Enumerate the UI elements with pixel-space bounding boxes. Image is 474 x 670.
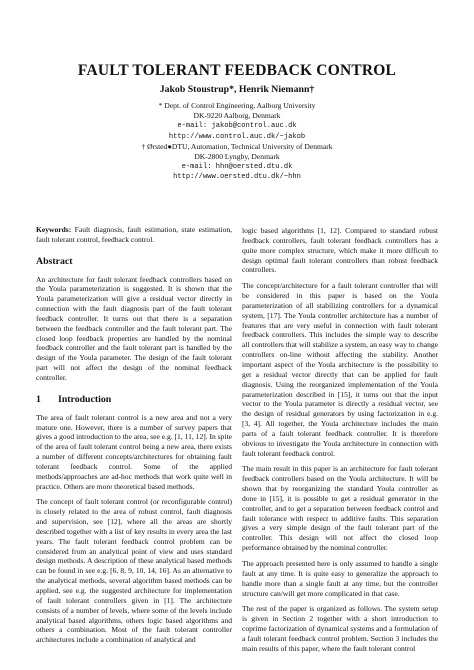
email-line[interactable]: e-mail: hhn@oersted.dtu.dk — [181, 163, 293, 172]
right-paragraph-5: The rest of the paper is organized as follows. The system setup is given in Section 2 together with a short introduction to coprime factorization of dynamical systems and a formulation of a fault tolerant feedback control problem. Section 3 includes the main results of this paper, where the fault tolerant control — [242, 604, 438, 653]
keywords-paragraph — [36, 225, 232, 245]
intro-paragraph-1: The area of fault tolerant control is a new area and not a very mature one. However, there is a number of survey papers that gives a good introduction to the area, see e.g. [1, 11, 12]. In spite of the area of fault tolerant control being a new area, there exists a number of different concepts/architectures for obtaining fault tolerant feedback control. Some of the applied methods/approaches are ad-hoc methods that work quite well in practice. Others are more theoretical based methods. — [36, 412, 232, 491]
homepage-link[interactable]: http://www.oersted.dtu.dk/~hhn — [173, 173, 301, 182]
affiliation-line: † Ørsted●DTU, Automation, Technical University of Denmark — [141, 141, 333, 151]
affiliation-line: DK-2800 Lyngby, Denmark — [194, 152, 280, 162]
right-paragraph-4: The approach presented here is only assumed to handle a single fault at any time. It is quite easy to generalize the approach to handle more than a single fault at any time, but the controller structure can/will get more complicated in that case. — [242, 559, 438, 598]
affiliations-block — [0, 101, 474, 183]
homepage-link[interactable]: http://www.control.auc.dk/~jakob — [168, 132, 306, 141]
right-column — [242, 226, 438, 660]
email-line[interactable]: e-mail: jakob@control.auc.dk — [177, 122, 297, 131]
abstract-text: An architecture for fault tolerant feedback controllers based on the Youla parameterization is suggested. It is shown that the Youla parameterization will give a residual vector directly in connection with the fault diagnosis part of the fault tolerant feedback controller. It turns out that there is a separation between the feedback controller and the fault tolerant part. The closed loop feedback properties are handled by the nominal feedback controller and the fault tolerant part is handled by the design of the Youla parameter. The design of the fault tolerant part will not affect the design of the nominal feedback controller. — [36, 274, 232, 382]
right-paragraph-2: The concept/architecture for a fault tolerant controller that will be considered in this paper is based on the Youla parameterization of all stabilizing controllers for a dynamical system, [17]. The Youla controller architecture has a number of features that are very useful in connection with fault tolerant feedback controllers. This includes the simple way to describe all controllers that will stabilize a system, an easy way to change controllers on-line without affecting the stability. Another important aspect of the Youla architecture is the possibility to get a residual vector directly that can be applied for fault diagnosis. Using the reorganized implementation of the Youla parameterization described in [15], it turns out that the input vector to the Youla parameter is directly a residual vector, see the design of residual generators by using factorization in e.g. [3, 4]. All together, the Youla architecture includes the main parts of a fault tolerant feedback controller. It is therefore obvious to investigate the Youla architecture in connection with fault tolerant feedback control. — [242, 281, 438, 458]
keywords-label: Keywords: — [36, 225, 72, 234]
introduction-heading — [36, 395, 232, 405]
keywords-text: Fault diagnosis, fault estimation, state estimation, fault tolerant control, feedback control. — [36, 225, 232, 244]
affiliation-line: DK-9220 Aalborg, Denmark — [193, 111, 281, 121]
section-title: Introduction — [58, 393, 112, 405]
author-line: Jakob Stoustrup*, Henrik Niemann† — [159, 84, 315, 95]
right-paragraph-3: The main result in this paper is an architecture for fault tolerant feedback controllers based on the Youla architecture. It will be shown that by reorganizing the standard Youla controller as done in [15], it is possible to get a residual generator in the controller, and to get a separation between feedback control and fault tolerance with respect to additive faults. This separation gives a very simple design of the fault tolerant part of the controller. This design will not affect the closed loop performance obtained by the nominal controller. — [242, 464, 438, 553]
affiliation-line: * Dept. of Control Engineering, Aalborg University — [158, 101, 316, 110]
left-column — [36, 225, 232, 651]
abstract-heading: Abstract — [36, 255, 73, 267]
intro-paragraph-2: The concept of fault tolerant control (or reconfigurable control) is closely related to the area of robust control, fault diagnosis and supervision, see [12], where all the areas are shortly described together with a list of key results in every area the last years. The fault tolerant feedback control problem can be considered from an analytical point of view and uses standard design methods. A description of these analytical based methods can be found in see e.g. [6, 8, 9, 10, 14, 16]. As an alternative to the analytical methods, several algorithm based methods can be applied, see e.g. the suggested architecture for implementation of fault tolerant controllers given in [1]. The architecture consists of a number of levels, where some of the levels include analytical based algorithms, others logic based algorithms and others a combination. Most of the fault tolerant controller architectures include a combination of analytical and — [36, 497, 232, 645]
paper-title: FAULT TOLERANT FEEDBACK CONTROL — [77, 62, 397, 79]
section-number: 1 — [36, 393, 41, 405]
right-paragraph-1: logic based algorithms [1, 12]. Compared to standard robust feedback controllers, fault tolerant feedback controllers has a quite more complex structure, which make it more difficult to design optimal fault tolerant controllers than robust feedback controllers. — [242, 226, 438, 275]
